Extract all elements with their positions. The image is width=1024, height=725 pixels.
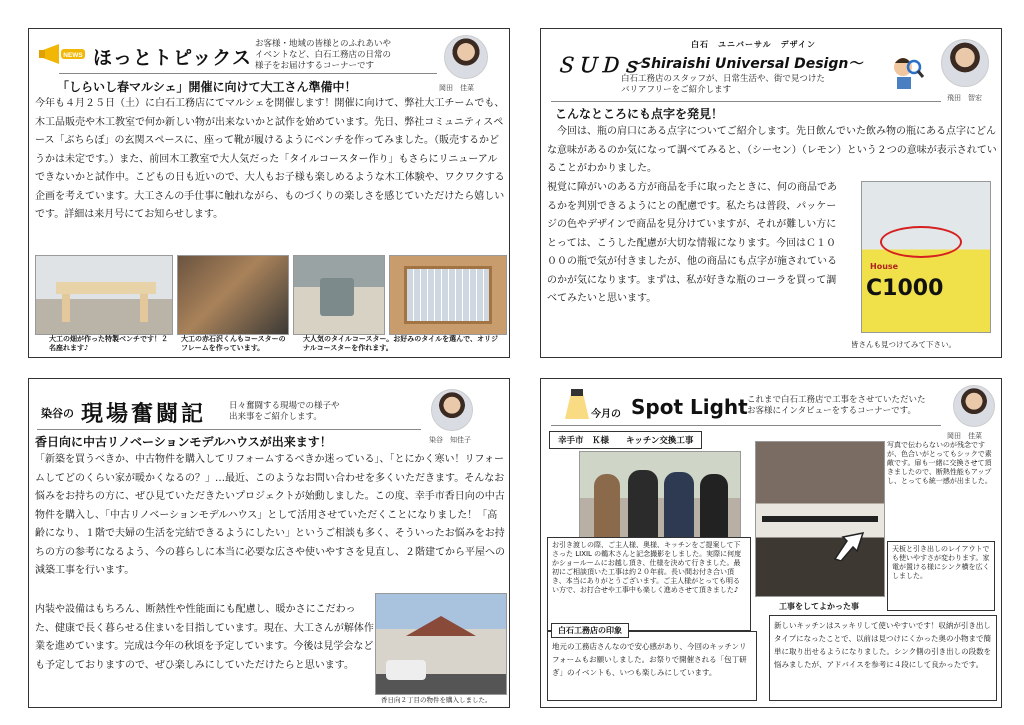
desc-line: これまで白石工務店で工事をさせていただいた — [747, 395, 926, 405]
section-subtitle: ～Shiraishi Universal Design～ — [627, 56, 863, 72]
car — [386, 660, 426, 680]
bench-leg — [140, 294, 148, 322]
title-prefix: 染谷の — [41, 407, 74, 420]
impression-title: 白石工務店の印象 — [551, 623, 629, 638]
house-roof — [406, 616, 476, 636]
section-description — [621, 74, 881, 96]
section-title: ほっとトピックス — [93, 47, 253, 69]
desc-line: 様子をお届けするコーナーです — [255, 61, 375, 71]
kitchen-note-2: 天板と引き出しのレイアウトでも使いやすさが変わります。家電が置ける様にシンク横を広くしました。 — [887, 541, 995, 611]
divider — [37, 429, 421, 430]
desc-line: 出来事をご紹介します。 — [229, 412, 322, 422]
section-description — [229, 401, 389, 423]
person — [700, 474, 728, 540]
staff-name: 飛田 智宏 — [947, 94, 982, 102]
news-badge: NEWS — [63, 52, 83, 59]
bottle-brand: House — [870, 262, 899, 271]
customer-label: 幸手市 Ｋ様 キッチン交換工事 — [549, 431, 702, 449]
desc-line: イベントなど、白石工務店の日常の — [255, 50, 392, 60]
bench-leg — [62, 294, 70, 322]
divider — [551, 101, 941, 102]
divider — [551, 425, 941, 426]
section-description — [747, 395, 957, 417]
genba-panel — [28, 378, 510, 708]
spotlight-icon — [561, 389, 593, 425]
photo-caption: 皆さんも見つけてみて下さい。 — [851, 340, 956, 349]
photo-caption: 大工の畑が作った特製ベンチです！２名座れます♪ — [49, 335, 168, 352]
avatar — [953, 385, 995, 427]
bottle-photo — [861, 181, 991, 333]
section-title: 現場奮闘記 — [81, 402, 207, 427]
suds-kicker: 白石 ユニバーサル デザイン — [691, 40, 817, 49]
good-body: 新しいキッチンはスッキリして使いやすいです！収納が引き出しタイプになったことで、以前は見つけにくかった奥の小物まで簡単に取り出せるようになりました。シンク側の引き出しの段数を悩みましたが、アドバイスを参考に４段にして良かったです。 — [769, 615, 997, 701]
desc-line: お客様・地域の皆様とのふれあいや — [255, 39, 392, 49]
desc-line: お客様にインタビューをするコーナーです。 — [747, 406, 916, 416]
desc-line: バリアフリーをご紹介します — [621, 85, 732, 95]
photo-caption: 大工の赤石沢くんもコースターのフレームを作っています。 — [181, 335, 286, 352]
avatar — [431, 389, 473, 431]
bench-photo — [35, 255, 173, 335]
section-title: ＳＵＤｓ — [555, 53, 643, 77]
impression-body: 地元の工務店さんなので安心感があり、今回のキッチンリフォームもお願いしました。お祭りで開催される「包丁研ぎ」のイベントも、いつも楽しみにしています。 — [547, 631, 757, 701]
countertop — [762, 516, 878, 522]
article-body: 今年も４月２５日（土）に白石工務店にてマルシェを開催します！開催に向けて、弊社大工チームでも、木工品販売や木工教室で何か新しい物が出来ないかと試作を始めています。先日、弊社コミュニティスペース「ぶちらぼ」の玄関スペースに、座って靴が履けるようにベンチを作ってみました。（販売するかどうかは未定です。）また、前回木工教室で大人気だった「タイルコースター作り」もさらにリニューアルできないかと試作中。こどもの日も近いので、大人もお子様も楽しめるような木工体験や、ワクワクする企画を考えています。大工さんの手仕事に触れながら、ものづくりの楽しさを感じていただけたら嬉しいです。詳細は来月号にてお知らせします。 — [35, 98, 505, 220]
spotlight-panel — [540, 378, 1002, 708]
article-body-side: 視覚に障がいのある方が商品を手に取ったときに、何の商品であるかを判別できるようにとの配慮です。私たちは普段、パッケージの色やデザインで商品を見分けていますが、それが難しい方にとっては、こうした配慮が大切な情報になります。今回はＣ１０００の瓶で気が付きましたが、他の商品にも点字が施されているのかが気になります。まずは、私が好きな瓶のコーラを買って調べてみたいと思います。 — [547, 182, 837, 304]
avatar — [444, 35, 488, 79]
photo-caption: 香日向２丁目の物件を購入しました。 — [381, 696, 492, 704]
article-headline: 「しらいし春マルシェ」開催に向けて大工さん準備中！ — [57, 80, 357, 94]
arrow-icon — [833, 531, 873, 561]
staff-name: 染谷 知佳子 — [429, 436, 471, 444]
kitchen-photo — [755, 441, 885, 597]
article-body-side: 内装や設備はもちろん、断熱性や性能面にも配慮し、暖かさにこだわった、健康で長く暮らせる住まいを目指しています。現在、大工さんが解体作業を進めています。完成は今年の秋頃を予定しています。今後は見学会なども予定しておりますので、ぜひ楽しみにしていただけたらと思います。 — [35, 604, 374, 671]
person — [664, 472, 694, 540]
section-description — [255, 39, 425, 72]
photo-caption: 大人気のタイルコースター。お好みのタイルを選んで、オリジナルコースターを作れます。 — [303, 335, 498, 352]
magnifier-icon — [891, 51, 925, 91]
staff-name: 岡田 佳菜 — [947, 432, 982, 440]
megaphone-icon — [39, 41, 87, 67]
article-body: 「新築を買うべきか、中古物件を購入してリフォームするべきか迷っている」、「とにかく寒い！リフォームしてどのくらい家が暖かくなるの？」…最近、このようなお問い合わせを多くいただきます。そんなお悩みをお持ちの方に、ぜひ見ていただきたいプロジェクトが始動しました。この度、幸手市香日向の中古物件を購入し、「中古リノベーションモデルハウス」として活用させていただくことになりました！「高齢になり、１階で夫婦の生活を完結できるようにしたい」というご相談も多く、そういったお悩みをお持ちの方の参考になるよう、今の暮らしに本当に必要な広さや使いやすさを見直し、２階建てから平屋への減築工事を行います。 — [35, 454, 505, 576]
section-title: Spot Light — [631, 395, 748, 419]
desc-line: 白石工務店のスタッフが、日常生活や、街で見つけた — [621, 74, 825, 84]
article-body: 今回は、瓶の肩口にある点字についてご紹介します。先日飲んでいた飲み物の瓶にある点字にどんな意味があるのか気になって調べてみると、（シーセン）（レモン）という２つの意味が表示されていることがわかりました。 — [547, 126, 997, 174]
kitchen-note-1: 写真で伝わらないのが残念ですが、色合いがとってもシックで素敵です。扉も一緒に交換させて頂きましたので、断熱性能もアップし、とっても統一感が出ました。 — [887, 441, 992, 485]
avatar — [941, 39, 989, 87]
suds-panel — [540, 28, 1002, 358]
bottle-label: C1000 — [866, 276, 944, 301]
divider — [59, 73, 437, 74]
person — [628, 470, 658, 540]
article-headline: こんなところにも点字を発見！ — [555, 107, 724, 121]
house-photo — [375, 593, 507, 695]
tile-coaster-photo — [389, 255, 507, 335]
bench-seat — [56, 282, 156, 294]
braille-highlight-circle — [880, 226, 962, 258]
staff-name: 岡田 佳菜 — [439, 84, 474, 92]
person — [594, 474, 620, 540]
coaster — [404, 266, 492, 324]
good-title: 工事をしてよかった事 — [779, 602, 859, 611]
customer-note: お引き渡しの際、ご主人様、奥様、キッチンをご提案して下さった LIXIL の鵜木さんと記念撮影をしました。実際に何度かショールームにお越し頂き、仕様を決めて行きました。最初にご相談頂いた工事は約２０年前。長い間お付き合い頂き、本当にありがとうございます。ご主人様がとっても明るい方で、お打合せや工事中も楽しく進めさせて頂きました♪ — [547, 537, 751, 631]
carpenter-photo — [177, 255, 289, 335]
title-prefix: 今月の — [591, 409, 621, 420]
mug — [320, 278, 354, 316]
hotto-topics-panel — [28, 28, 510, 358]
mug-photo — [293, 255, 385, 335]
desc-line: 日々奮闘する現場での様子や — [229, 401, 340, 411]
customer-photo — [579, 451, 741, 545]
article-headline: 香日向に中古リノベーションモデルハウスが出来ます！ — [35, 435, 332, 449]
